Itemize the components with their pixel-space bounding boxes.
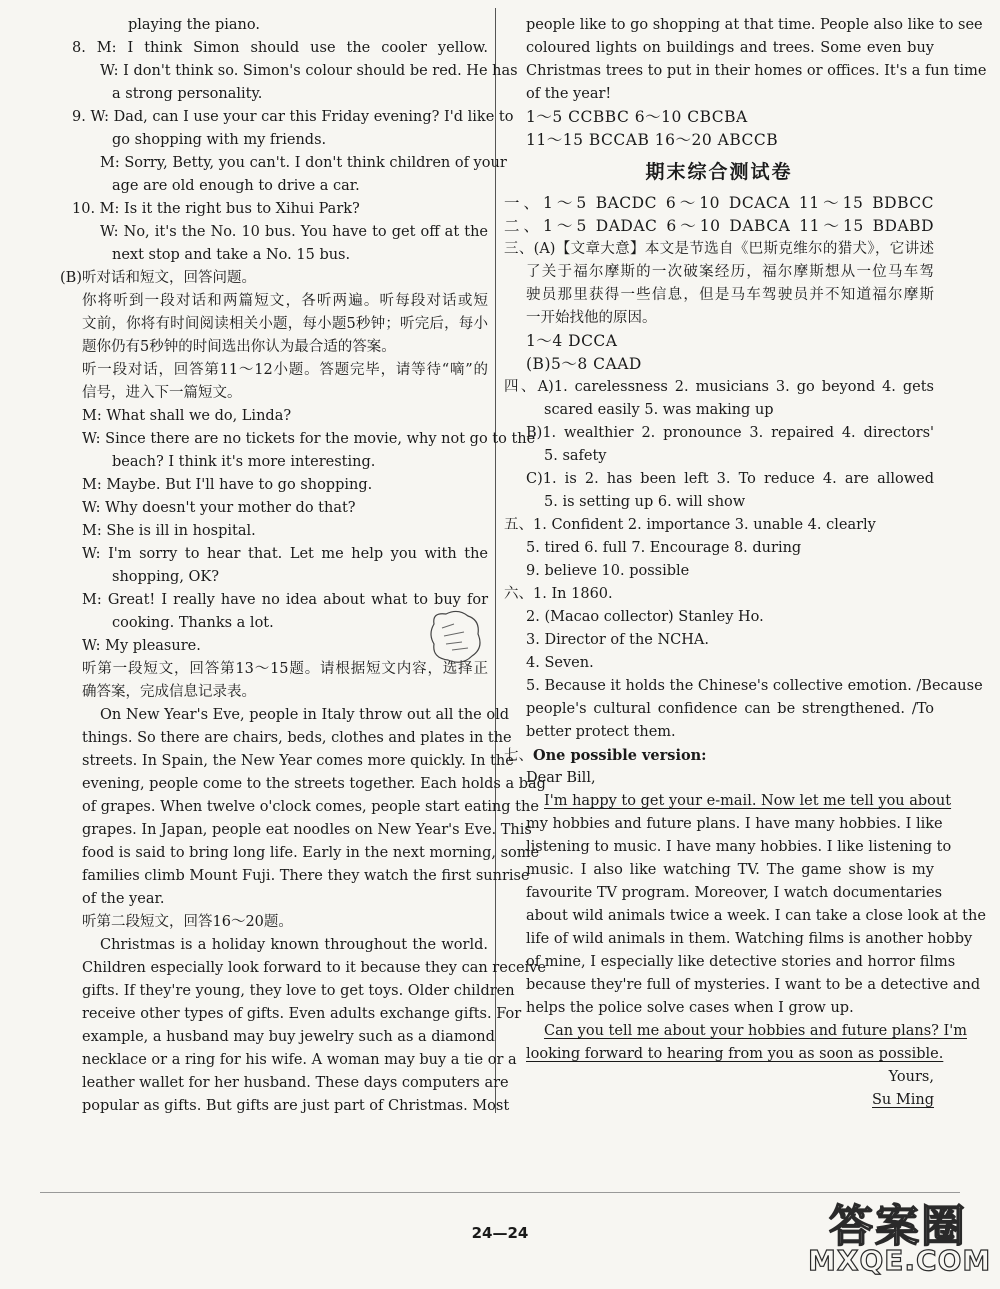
answer-line: 2. (Macao collector) Stanley Ho. [526, 609, 764, 625]
text-line: age are old enough to drive a car. [112, 178, 360, 194]
answer-line: 3. Director of the NCHA. [526, 632, 710, 648]
text-line: M: She is ill in hospital. [82, 523, 256, 539]
text-line: 确答案，完成信息记录表。 [82, 684, 256, 700]
text-line: W: No, it's the No. 10 bus. You have to get off at the [100, 224, 488, 240]
answer-line: (B)5～8 CAAD [526, 355, 642, 373]
text-line: 听一段对话，回答第11～12小题。答题完毕，请等待“嘀”的 [82, 362, 488, 378]
essay-line: helps the police solve cases when I grow up. [526, 1000, 854, 1016]
essay-label-line [504, 744, 934, 767]
text-line: 11～15 BCCAB 16～20 ABCCB [526, 131, 779, 149]
answer-line: B)1. wealthier 2. pronounce 3. repaired 4. directors' [526, 425, 934, 441]
essay-line: about wild animals twice a week. I can take a close look at the [526, 908, 986, 924]
watermark-top: 答案圈 [829, 1201, 967, 1252]
text-line: 1～5 CCBBC 6～10 CBCBA [526, 108, 748, 126]
answer-line: 一开始找他的原因。 [526, 310, 657, 326]
right-top-block [504, 14, 987, 152]
text-line: On New Year's Eve, people in Italy throw out all the old [100, 707, 510, 723]
answer-line: 驶员那里获得一些信息，但是马车驾驶员并不知道福尔摩斯 [526, 287, 934, 303]
text-line: example, a husband may buy jewelry such as a diamond [82, 1029, 495, 1045]
text-line: receive other types of gifts. Even adults exchange gifts. For [82, 1006, 522, 1022]
essay-line: of mine, I especially like detective stories and horror films [526, 954, 956, 970]
text-line: playing the piano. [128, 17, 260, 33]
answer-line: 六、1. In 1860. [504, 586, 613, 602]
watermark-logo [808, 1190, 992, 1280]
answer-line: 三、(A)【文章大意】本文是节选自《巴斯克维尔的猎犬》，它讲述 [504, 241, 934, 257]
text-line: W: Since there are no tickets for the movie, why not go to the [82, 431, 536, 447]
text-line: M: Great! I really have no idea about what to buy for [82, 592, 488, 608]
text-line: 9. W: Dad, can I use your car this Friday evening? I'd like to [72, 109, 514, 125]
text-line: W: Why doesn't your mother do that? [82, 500, 356, 516]
essay-line: favourite TV program. Moreover, I watch documentaries [526, 885, 943, 901]
text-line: grapes. In Japan, people eat noodles on New Year's Eve. This [82, 822, 532, 838]
text-line: 8. M: I think Simon should use the cooler yellow. [72, 40, 488, 56]
page-number: 24—24 [471, 1224, 529, 1242]
essay-line: listening to music. I have many hobbies. I like listening to [526, 839, 952, 855]
essay-body [504, 790, 986, 1066]
text-line: evening, people come to the streets together. Each holds a bag [82, 776, 546, 792]
text-line: shopping, OK? [112, 569, 220, 585]
essay-line: I'm happy to get your e-mail. Now let me tell you about [544, 793, 952, 809]
essay-greeting: Dear Bill, [526, 770, 596, 786]
right-bottom-block [504, 192, 983, 744]
essay-label: One possible version: [533, 747, 707, 764]
text-line: 10. M: Is it the right bus to Xihui Park? [72, 201, 360, 217]
essay-line: my hobbies and future plans. I have many hobbies. I like [526, 816, 943, 832]
text-line: things. So there are chairs, beds, clothes and plates in the [82, 730, 512, 746]
answer-line: 四、A)1. carelessness 2. musicians 3. go beyond 4. gets [504, 379, 934, 395]
text-line: people like to go shopping at that time. People also like to see [526, 17, 983, 33]
essay-line: looking forward to hearing from you as soon as possible. [526, 1046, 944, 1062]
essay-signature-line [504, 1089, 934, 1112]
text-line: W: My pleasure. [82, 638, 201, 654]
answer-line: C)1. is 2. has been left 3. To reduce 4. are allowed [526, 471, 934, 487]
right-column [504, 14, 987, 1112]
text-line: streets. In Spain, the New Year comes more quickly. In the [82, 753, 514, 769]
answer-line: 4. Seven. [526, 655, 594, 671]
text-line: cooking. Thanks a lot. [112, 615, 274, 631]
watermark-bottom: MXQE.COM [808, 1244, 992, 1277]
text-line: Christmas trees to put in their homes or offices. It's a fun time [526, 63, 987, 79]
text-line: W: I'm sorry to hear that. Let me help you with the [82, 546, 488, 562]
text-line: M: Sorry, Betty, you can't. I don't think children of your [100, 155, 507, 171]
text-line: (B)听对话和短文，回答问题。 [60, 270, 256, 286]
text-line: of the year! [526, 86, 612, 102]
text-line: Christmas is a holiday known throughout the world. [100, 937, 488, 953]
text-line: popular as gifts. But gifts are just part of Christmas. Most [82, 1098, 510, 1114]
answer-line: scared easily 5. was making up [544, 402, 774, 418]
answer-line: 了关于福尔摩斯的一次破案经历，福尔摩斯想从一位马车驾 [526, 264, 934, 280]
text-line: 听第二段短文，回答16～20题。 [82, 914, 293, 930]
essay-line: Can you tell me about your hobbies and future plans? I'm [544, 1023, 967, 1039]
answer-line: 一、1～5 BACDC 6～10 DCACA 11～15 BDBCC [504, 194, 934, 212]
answer-line: 五、1. Confident 2. importance 3. unable 4. clearly [504, 517, 876, 533]
ink-stamp-mark [424, 606, 486, 668]
answer-line: 5. is setting up 6. will show [544, 494, 746, 510]
essay-closing: Yours, [888, 1069, 934, 1085]
text-line: Children especially look forward to it because they can receive [82, 960, 546, 976]
text-line: a strong personality. [112, 86, 263, 102]
essay-label-number: 七、 [504, 748, 533, 764]
text-line: 题你仍有5秒钟的时间选出你认为最合适的答案。 [82, 339, 396, 355]
essay-line: music. I also like watching TV. The game show is my [526, 862, 934, 878]
text-line: go shopping with my friends. [112, 132, 327, 148]
answer-line: 5. tired 6. full 7. Encourage 8. during [526, 540, 802, 556]
text-line: M: What shall we do, Linda? [82, 408, 292, 424]
answer-line: 9. believe 10. possible [526, 563, 690, 579]
answer-line: 5. Because it holds the Chinese's collective emotion. /Because [526, 678, 983, 694]
text-line: 信号，进入下一篇短文。 [82, 385, 242, 401]
text-line: of grapes. When twelve o'clock comes, people start eating the [82, 799, 539, 815]
text-line: coloured lights on buildings and trees. Some even buy [526, 40, 934, 56]
text-line: beach? I think it's more interesting. [112, 454, 376, 470]
text-line: 听第一段短文，回答第13～15题。请根据短文内容，选择正 [82, 661, 488, 677]
answer-line: 二、1～5 DADAC 6～10 DABCA 11～15 BDABD [504, 217, 934, 235]
answer-line: people's cultural confidence can be strengthened. /To [526, 701, 934, 717]
text-line: families climb Mount Fuji. There they watch the first sunrise [82, 868, 530, 884]
text-line: gifts. If they're young, they love to get toys. Older children [82, 983, 515, 999]
section-title: 期末综合测试卷 [645, 161, 793, 183]
answer-line: better protect them. [526, 724, 676, 740]
text-line: W: I don't think so. Simon's colour should be red. He has [100, 63, 518, 79]
essay-line: because they're full of mysteries. I want to be a detective and [526, 977, 981, 993]
text-line: of the year. [82, 891, 165, 907]
answer-line: 1～4 DCCA [526, 332, 618, 350]
left-column [60, 14, 546, 1118]
text-line: 你将听到一段对话和两篇短文，各听两遍。听每段对话或短 [82, 293, 488, 309]
text-line: necklace or a ring for his wife. A woman may buy a tie or a [82, 1052, 517, 1068]
essay-line: life of wild animals in them. Watching films is another hobby [526, 931, 973, 947]
text-line: leather wallet for her husband. These days computers are [82, 1075, 509, 1091]
text-line: next stop and take a No. 15 bus. [112, 247, 351, 263]
essay-signature: Su Ming [872, 1092, 934, 1108]
text-line: food is said to bring long life. Early in the next morning, some [82, 845, 540, 861]
text-line: M: Maybe. But I'll have to go shopping. [82, 477, 373, 493]
text-line: 文前，你将有时间阅读相关小题，每小题5秒钟；听完后，每小 [82, 316, 488, 332]
answer-line: 5. safety [544, 448, 607, 464]
